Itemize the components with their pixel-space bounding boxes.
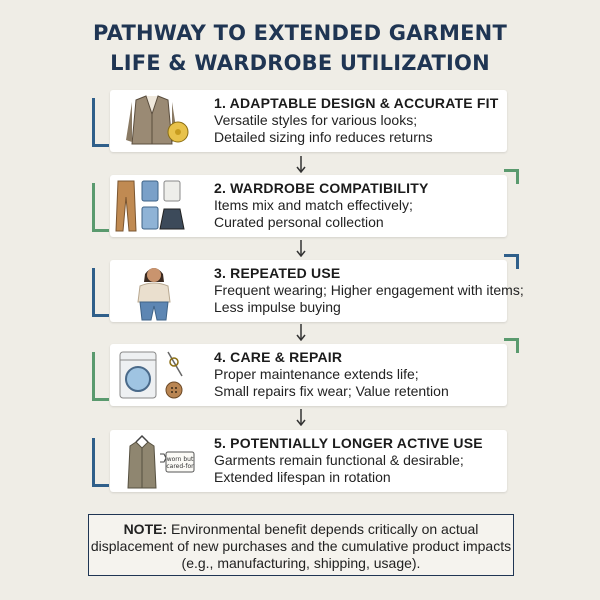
bracket-corner [504, 338, 519, 353]
bracket-left [92, 438, 109, 487]
title-line-1: PATHWAY TO EXTENDED GARMENT [93, 21, 507, 45]
note-box [88, 514, 514, 576]
tag-text-line-1: worn but [166, 456, 194, 463]
step-description-line-1: Frequent wearing; Higher engagement with items; [214, 282, 524, 298]
step-description-line-1: Proper maintenance extends life; [214, 366, 419, 382]
bracket-corner [504, 169, 519, 184]
step-description-line-1: Versatile styles for various looks; [214, 112, 418, 128]
step-card-5 [110, 430, 507, 492]
step-description-line-2: Curated personal collection [214, 214, 384, 230]
bracket-left [92, 98, 109, 147]
step-description-line-2: Detailed sizing info reduces returns [214, 129, 433, 145]
note-line-1 [89, 521, 513, 538]
worn-coat-on-hanger-icon [112, 432, 196, 492]
down-arrow-icon [296, 323, 306, 341]
woman-in-sweater-icon [112, 262, 196, 322]
step-card-4 [110, 344, 507, 406]
step-description-line-1: Garments remain functional & desirable; [214, 452, 464, 468]
mix-and-match-clothes-icon [112, 177, 196, 237]
step-description-line-1: Items mix and match effectively; [214, 197, 413, 213]
note-line-3: (e.g., manufacturing, shipping, usage). [181, 555, 421, 571]
step-card-2 [110, 175, 507, 237]
step-description-line-2: Less impulse buying [214, 299, 341, 315]
down-arrow-icon [296, 155, 306, 173]
step-description-line-2: Small repairs fix wear; Value retention [214, 383, 449, 399]
step-description-line-2: Extended lifespan in rotation [214, 469, 391, 485]
note-text-1: Environmental benefit depends critically on actual [167, 521, 479, 537]
down-arrow-icon [296, 239, 306, 257]
step-title: 1. ADAPTABLE DESIGN & ACCURATE FIT [214, 95, 499, 111]
bracket-left [92, 183, 109, 232]
step-title: 2. WARDROBE COMPATIBILITY [214, 180, 429, 196]
step-card-1 [110, 90, 507, 152]
bracket-left [92, 268, 109, 317]
step-title: 4. CARE & REPAIR [214, 349, 343, 365]
blazer-and-measuring-tape-icon [112, 92, 196, 152]
diagram-title [0, 18, 600, 78]
bracket-left [92, 352, 109, 401]
title-line-2: LIFE & WARDROBE UTILIZATION [110, 51, 490, 75]
bracket-corner [504, 254, 519, 269]
step-title: 5. POTENTIALLY LONGER ACTIVE USE [214, 435, 483, 451]
down-arrow-icon [296, 408, 306, 426]
note-line-2: displacement of new purchases and the cumulative product impacts [90, 538, 512, 554]
step-card-3 [110, 260, 524, 322]
step-title: 3. REPEATED USE [214, 265, 341, 281]
washing-machine-and-sewing-icon [112, 346, 196, 406]
tag-text-line-2: cared-for [166, 463, 194, 470]
note-label: NOTE: [123, 521, 168, 537]
